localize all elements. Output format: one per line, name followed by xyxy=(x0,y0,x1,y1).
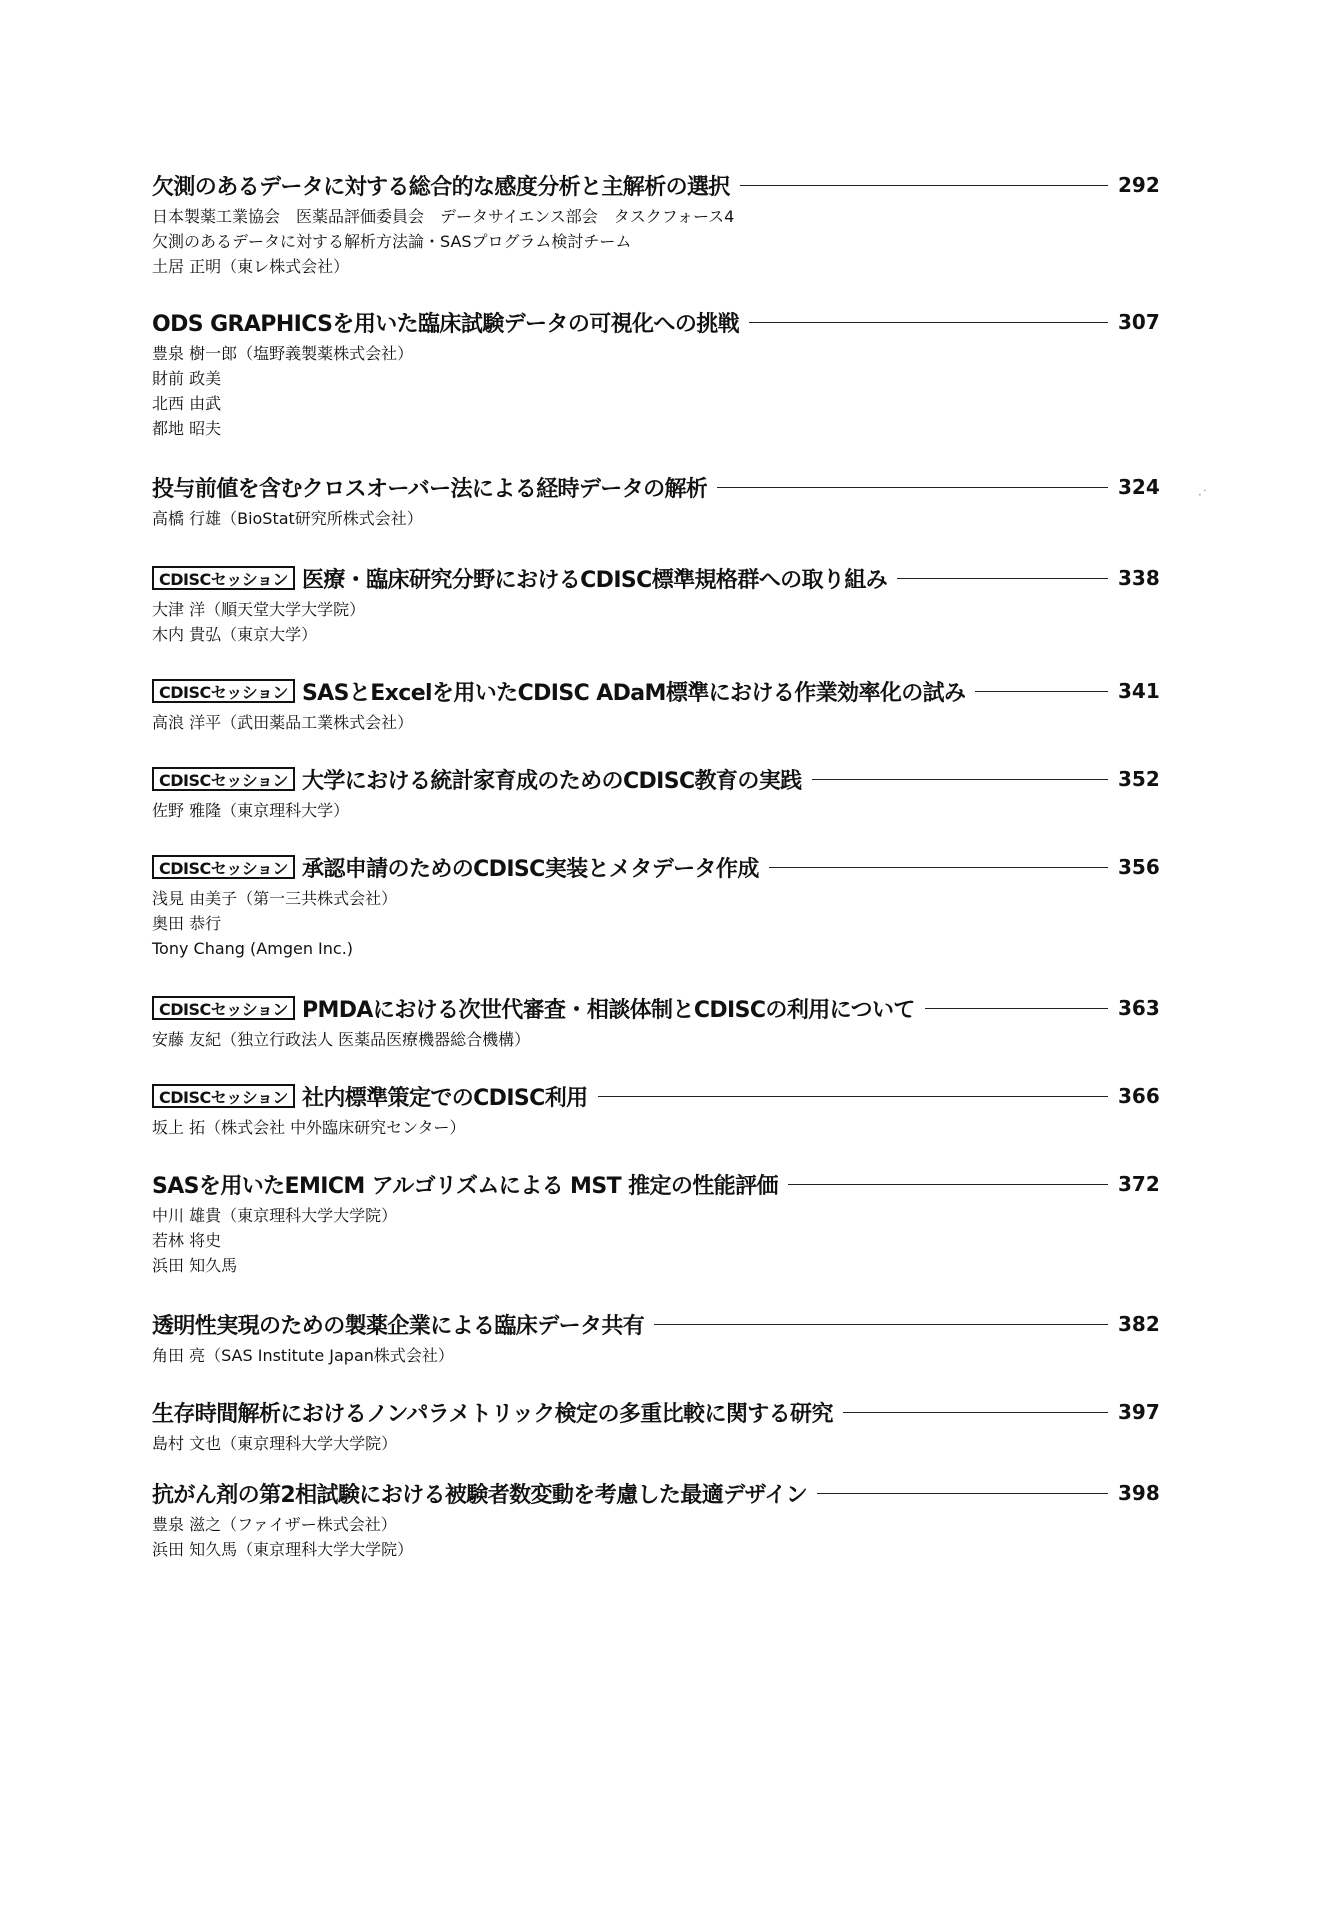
toc-entry-title-row xyxy=(152,1079,1158,1113)
toc-author-line: 浅見 由美子（第一三共株式会社） xyxy=(152,889,398,908)
toc-author-line: 北西 由武 xyxy=(152,394,222,413)
toc-author-line: 中川 雄貴（東京理科大学大学院） xyxy=(152,1206,398,1225)
toc-entry-title-row xyxy=(152,305,1158,339)
toc-author-list xyxy=(152,710,1158,735)
toc-entry xyxy=(152,674,1158,735)
toc-author-line: 安藤 友紀（独立行政法人 医薬品医療機器総合機構） xyxy=(152,1030,531,1049)
toc-author-list xyxy=(152,886,1158,961)
toc-entry-title-row xyxy=(152,850,1158,884)
toc-author-list xyxy=(152,1203,1158,1278)
toc-entry-title: 医療・臨床研究分野におけるCDISC標準規格群への取り組み xyxy=(301,567,888,593)
toc-author-list xyxy=(152,597,1158,647)
toc-entry xyxy=(152,168,1158,279)
toc-author-line: 日本製薬工業協会 医薬品評価委員会 データサイエンス部会 タスクフォース4 xyxy=(152,207,735,226)
toc-author-list xyxy=(152,1027,1158,1052)
toc-author-list xyxy=(152,1343,1158,1368)
toc-entry xyxy=(152,470,1158,531)
dot-leader xyxy=(817,1493,1108,1494)
toc-author-list xyxy=(152,341,1158,441)
toc-author-line: 浜田 知久馬 xyxy=(152,1256,238,1275)
toc-page-number: 356 xyxy=(1118,855,1160,879)
toc-entry-title: SASとExcelを用いたCDISC ADaM標準における作業効率化の試み xyxy=(301,680,966,706)
toc-entry-title-row xyxy=(152,762,1158,796)
dot-leader xyxy=(717,487,1108,488)
toc-author-line: 欠測のあるデータに対する解析方法論・SASプログラム検討チーム xyxy=(152,232,632,251)
toc-entry xyxy=(152,305,1158,441)
dot-leader xyxy=(788,1184,1108,1185)
toc-author-line: 佐野 雅隆（東京理科大学） xyxy=(152,801,350,820)
toc-entry-title: 抗がん剤の第2相試験における被験者数変動を考慮した最適デザイン xyxy=(152,1482,808,1508)
toc-page-number: 398 xyxy=(1118,1481,1160,1505)
toc-page-number: 341 xyxy=(1118,679,1160,703)
toc-entry xyxy=(152,1395,1158,1456)
toc-entry-title: 大学における統計家育成のためのCDISC教育の実践 xyxy=(301,768,802,794)
toc-page-number: 307 xyxy=(1118,310,1160,334)
toc-author-line: 財前 政美 xyxy=(152,369,222,388)
toc-author-line: 浜田 知久馬（東京理科大学大学院） xyxy=(152,1540,414,1559)
toc-page-number: 292 xyxy=(1118,173,1160,197)
toc-page-number: 382 xyxy=(1118,1312,1160,1336)
toc-page-number: 324 xyxy=(1118,475,1160,499)
toc-entry xyxy=(152,1167,1158,1278)
toc-author-list xyxy=(152,1115,1158,1140)
toc-entry-title-row xyxy=(152,991,1158,1025)
toc-author-line: 奥田 恭行 xyxy=(152,914,222,933)
dot-leader xyxy=(975,691,1108,692)
toc-entry xyxy=(152,762,1158,823)
toc-author-line: 土居 正明（東レ株式会社） xyxy=(152,257,350,276)
toc-entry-title: PMDAにおける次世代審査・相談体制とCDISCの利用について xyxy=(301,997,915,1023)
toc-page-number: 366 xyxy=(1118,1084,1160,1108)
toc-author-line: 高橋 行雄（BioStat研究所株式会社） xyxy=(152,509,423,528)
toc-author-line: 坂上 拓（株式会社 中外臨床研究センター） xyxy=(152,1118,466,1137)
dot-leader xyxy=(654,1324,1108,1325)
toc-entry-title: 生存時間解析におけるノンパラメトリック検定の多重比較に関する研究 xyxy=(152,1401,833,1427)
toc-entry-title-row xyxy=(152,1476,1158,1510)
toc-entry-title: ODS GRAPHICSを用いた臨床試験データの可視化への挑戦 xyxy=(152,311,740,337)
toc-author-line: 若林 将史 xyxy=(152,1231,222,1250)
toc-page-number: 363 xyxy=(1118,996,1160,1020)
toc-entry-title: SASを用いたEMICM アルゴリズムによる MST 推定の性能評価 xyxy=(152,1173,778,1199)
toc-entry xyxy=(152,1476,1158,1562)
toc-entry xyxy=(152,1079,1158,1140)
toc-entry-title-row xyxy=(152,561,1158,595)
toc-author-line: 豊泉 滋之（ファイザー株式会社） xyxy=(152,1515,397,1534)
scan-speck: ·˙ xyxy=(1198,488,1208,502)
toc-entry-title-row xyxy=(152,470,1158,504)
cdisc-session-tag: CDISCセッション xyxy=(152,1084,295,1108)
cdisc-session-tag: CDISCセッション xyxy=(152,767,295,791)
toc-entry-title-row xyxy=(152,168,1158,202)
dot-leader xyxy=(749,322,1108,323)
toc-entry xyxy=(152,991,1158,1052)
toc-page-number: 352 xyxy=(1118,767,1160,791)
toc-author-line: 木内 貴弘（東京大学） xyxy=(152,625,318,644)
toc-entry-title: 欠測のあるデータに対する総合的な感度分析と主解析の選択 xyxy=(152,174,730,200)
dot-leader xyxy=(598,1096,1108,1097)
cdisc-session-tag: CDISCセッション xyxy=(152,679,295,703)
cdisc-session-tag: CDISCセッション xyxy=(152,566,295,590)
toc-author-line: Tony Chang (Amgen Inc.) xyxy=(152,939,354,958)
toc-entry-title: 社内標準策定でのCDISC利用 xyxy=(301,1085,588,1111)
toc-author-line: 都地 昭夫 xyxy=(152,419,222,438)
toc-author-line: 角田 亮（SAS Institute Japan株式会社） xyxy=(152,1346,454,1365)
dot-leader xyxy=(740,185,1108,186)
cdisc-session-tag: CDISCセッション xyxy=(152,855,295,879)
toc-entry-title-row xyxy=(152,1395,1158,1429)
dot-leader xyxy=(843,1412,1108,1413)
dot-leader xyxy=(769,867,1108,868)
toc-author-line: 高浪 洋平（武田薬品工業株式会社） xyxy=(152,713,414,732)
dot-leader xyxy=(925,1008,1108,1009)
toc-author-line: 豊泉 樹一郎（塩野義製薬株式会社） xyxy=(152,344,414,363)
toc-author-list xyxy=(152,506,1158,531)
cdisc-session-tag: CDISCセッション xyxy=(152,996,295,1020)
toc-author-list xyxy=(152,798,1158,823)
dot-leader xyxy=(812,779,1108,780)
toc-entry-title: 透明性実現のための製薬企業による臨床データ共有 xyxy=(152,1313,645,1339)
toc-author-line: 大津 洋（順天堂大学大学院） xyxy=(152,600,366,619)
toc-entry-title-row xyxy=(152,674,1158,708)
toc-author-list xyxy=(152,1431,1158,1456)
toc-entry-title-row xyxy=(152,1167,1158,1201)
toc-page-number: 397 xyxy=(1118,1400,1160,1424)
toc-page-number: 338 xyxy=(1118,566,1160,590)
toc-entry-title-row xyxy=(152,1307,1158,1341)
toc-entry-title: 承認申請のためのCDISC実装とメタデータ作成 xyxy=(301,856,759,882)
toc-author-line: 島村 文也（東京理科大学大学院） xyxy=(152,1434,398,1453)
toc-entry xyxy=(152,561,1158,647)
toc-entry xyxy=(152,1307,1158,1368)
toc-author-list xyxy=(152,204,1158,279)
toc-author-list xyxy=(152,1512,1158,1562)
toc-page-number: 372 xyxy=(1118,1172,1160,1196)
toc-entry xyxy=(152,850,1158,961)
dot-leader xyxy=(897,578,1108,579)
toc-entry-title: 投与前値を含むクロスオーバー法による経時データの解析 xyxy=(152,476,708,502)
